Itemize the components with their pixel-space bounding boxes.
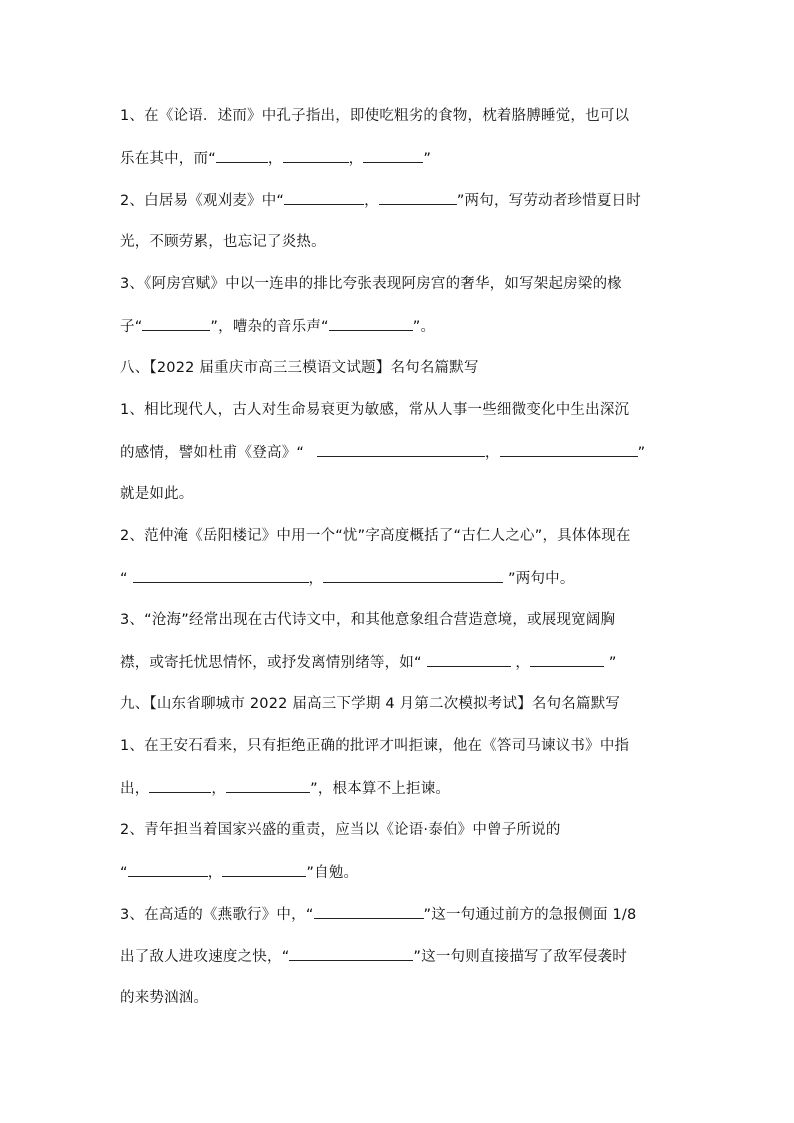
answer-blank[interactable] [289,946,413,961]
section-heading: 八、【2022 届重庆市高三三模语文试题】名句名篇默写 [120,360,479,376]
text-line: 就是如此。 [120,486,194,502]
text-line: 2、青年担当着国家兴盛的重责，应当以《论语·泰伯》中曾子所说的 [120,822,561,838]
text-line: 的感情，譬如杜甫《登高》“ ， ” [120,442,645,463]
answer-blank[interactable] [226,778,310,793]
text-line: 3、《阿房宫赋》中以一连串的排比夸张表现阿房宫的奢华，如写架起房梁的椽 [120,276,622,292]
answer-blank[interactable] [133,568,309,583]
section-heading: 九、【山东省聊城市 2022 届高三下学期 4 月第二次模拟考试】名句名篇默写 [120,696,621,712]
answer-blank[interactable] [500,442,638,457]
answer-blank[interactable] [314,904,424,919]
text-line: 乐在其中，而“ ， ， ” [120,148,431,169]
answer-blank[interactable] [363,148,423,163]
answer-blank[interactable] [284,190,364,205]
answer-blank[interactable] [323,568,503,583]
text-line: 1、在《论语．述而》中孔子指出，即使吃粗劣的食物，枕着胳膊睡觉，也可以 [120,108,630,124]
text-line: 出， ， ”，根本算不上拒谏。 [120,778,450,799]
text-line: 3、“沧海”经常出现在古代诗文中，和其他意象组合营造意境，或展现宽阔胸 [120,612,616,628]
text-line: “ ， ”两句中。 [120,568,575,589]
answer-blank[interactable] [317,442,485,457]
text-line: 光，不顾劳累，也忘记了炎热。 [120,234,326,250]
text-line: 子“ ”，嘈杂的音乐声“ ”。 [120,316,435,337]
answer-blank[interactable] [283,148,349,163]
text-line: 的来势汹汹。 [120,990,209,1006]
text-line: 2、白居易《观刈麦》中“ ， ”两句，写劳动者珍惜夏日时 [120,190,641,211]
answer-blank[interactable] [142,316,210,331]
answer-blank[interactable] [329,316,413,331]
text-line: 2、范仲淹《岳阳楼记》中用一个“忧”字高度概括了“古仁人之心”，具体体现在 [120,528,631,544]
text-line: “ ， ”自勉。 [120,862,358,883]
answer-blank[interactable] [216,148,268,163]
text-line: 3、在高适的《燕歌行》中，“ ”这一句通过前方的急报侧面 1/8 [120,904,636,925]
answer-blank[interactable] [427,652,511,667]
answer-blank[interactable] [379,190,457,205]
text-line: 1、相比现代人，古人对生命易衰更为敏感，常从人事一些细微变化中生出深沉 [120,402,630,418]
answer-blank[interactable] [149,778,211,793]
text-line: 襟，或寄托忧思情怀，或抒发离情别绪等，如“ ， ” [120,652,617,673]
text-line: 1、在王安石看来，只有拒绝正确的批评才叫拒谏，他在《答司马谏议书》中指 [120,738,630,754]
answer-blank[interactable] [222,862,306,877]
text-line: 出了敌人进攻速度之快，“ ”这一句则直接描写了敌军侵袭时 [120,946,627,967]
answer-blank[interactable] [530,652,604,667]
answer-blank[interactable] [128,862,208,877]
